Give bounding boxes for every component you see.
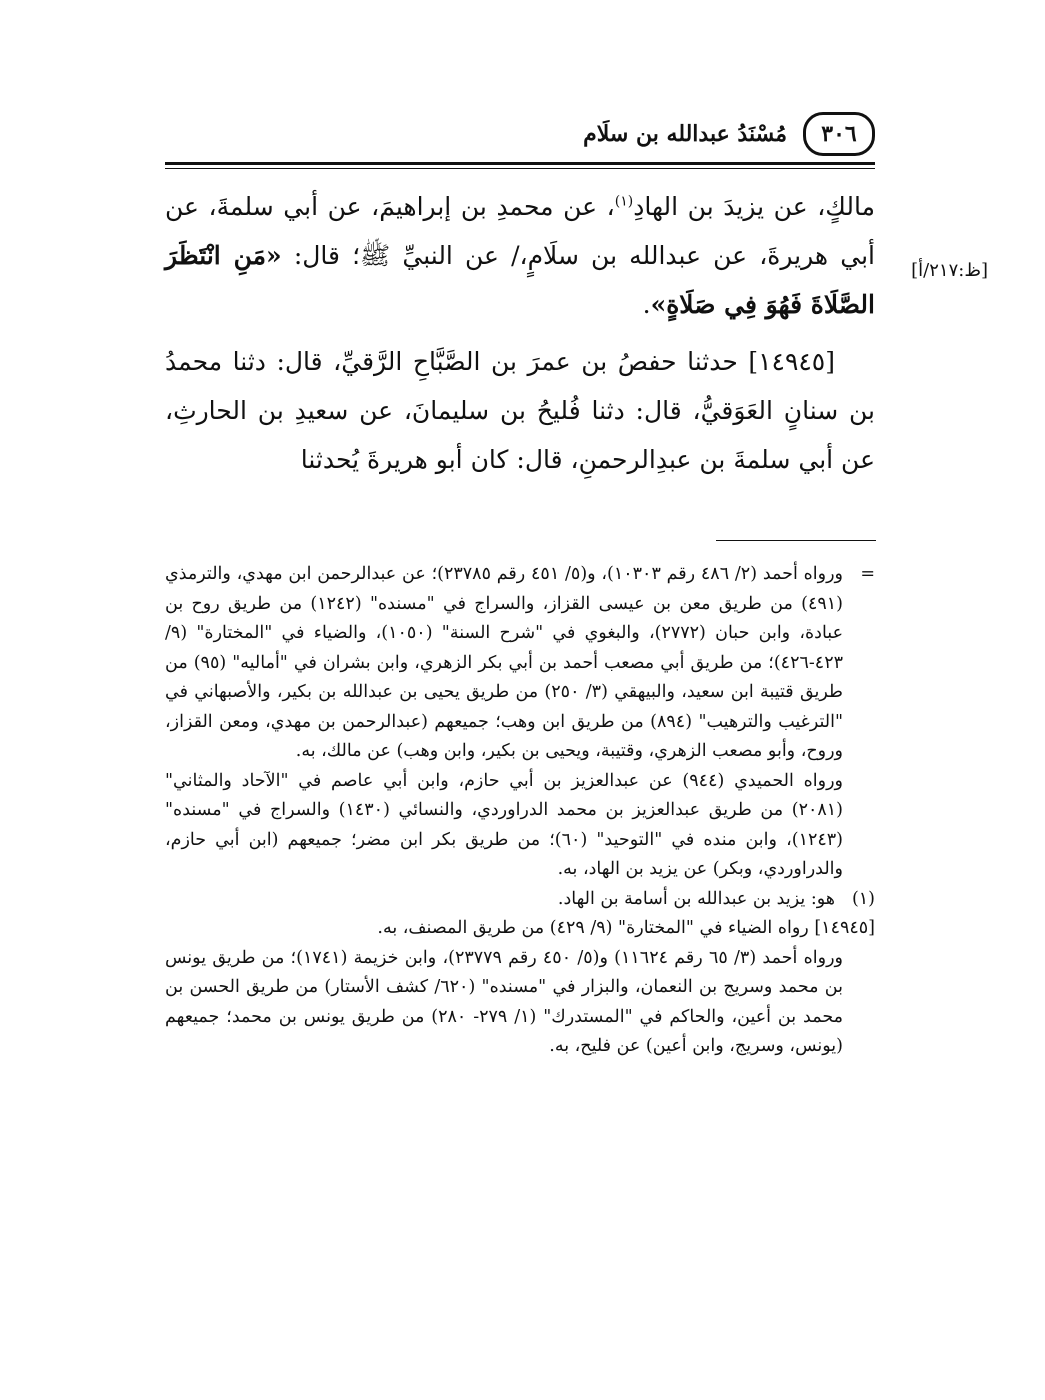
main-text <box>165 182 875 484</box>
header-rule <box>165 162 875 165</box>
footnote-2 <box>165 914 875 944</box>
para1-end: . <box>642 290 651 319</box>
page-header <box>165 110 875 158</box>
para1-text-a: مالكٍ، عن يزيدَ بن الهادِ <box>633 192 875 221</box>
footnote-continuation <box>165 560 875 767</box>
footnote-2-paragraph: ورواه أحمد (٣/ ٦٥ رقم ١١٦٢٤) و(٥/ ٤٥٠ رقم ٢٣٧٧٩)، وابن خزيمة (١٧٤١)؛ من طريق يونس بن محمد وسريج بن النعمان، والبزار في "مسنده" (٦٢٠/ كشف الأستار) من طريق الحسن بن محمد بن أعين، والحاكم في "المستدرك" (١/ ٢٧٩- ٢٨٠) من طريق يونس بن محمد؛ جميعهم (يونس، وسريج، وابن أعين) عن فليح، به. <box>165 947 844 1056</box>
paragraph-1 <box>165 182 875 329</box>
footnotes <box>165 560 875 1062</box>
continuation-text: ورواه أحمد (٢/ ٤٨٦ رقم ١٠٣٠٣)، و(٥/ ٤٥١ رقم ٢٣٧٨٥)؛ عن عبدالرحمن ابن مهدي، والترمذي (٤٩١) من طريق معن بن عيسى القزاز، والسراج في "مسنده" (١٢٤٢) من طريق روح بن عبادة، وابن حبان (٢٧٧٢)، والبغوي في "شرح السنة" (١٠٥٠)، والضياء في "المختارة" (٩/ ٤٢٣-٤٢٦)؛ من طريق أبي مصعب أحمد بن أبي بكر الزهري، وابن بشران في "أماليه" (٩٥) من طريق قتيبة ابن سعيد، والبيهقي (٣/ ٢٥٠) من طريق يحيى بن عبدالله بن بكير، والأصبهاني في "الترغيب والترهيب" (٨٩٤) من طريق ابن وهب؛ جميعهم (عبدالرحمن بن مهدي، ومعن القزاز، وروح، وأبو مصعب الزهري، وقتيبة، ويحيى بن بكير، وابن وهب) عن مالك، به. <box>165 564 844 761</box>
header-rule-thin <box>165 168 875 169</box>
footnote-1-mark: (١) <box>851 888 875 909</box>
page-number: ٣٠٦ <box>803 112 875 156</box>
continuation-marker: = <box>860 564 875 584</box>
footnote-separator <box>716 540 876 541</box>
footnote-2-mark: [١٤٩٤٥] <box>814 918 875 938</box>
running-title: مُسْنَدُ عبدالله بن سلَام <box>583 121 787 147</box>
paragraph-2: [١٤٩٤٥] حدثنا حفصُ بن عمرَ بن الصَّبَّاحِ الرَّقيِّ، قال: دثنا محمدُ بن سنانٍ العَوَقيُّ، قال: دثنا فُليحُ بن سليمانَ، عن سعيدِ بن الحارثِ، عن أبي سلمةَ بن عبدِالرحمنِ، قال: كان أبو هريرةَ يُحدثنا <box>165 347 875 474</box>
footnote-1 <box>165 885 875 915</box>
footnote-2-text: رواه الضياء في "المختارة" (٩/ ٤٢٩) من طريق المصنف، به. <box>377 918 809 938</box>
footnote-1-text: هو: يزيد بن عبدالله بن أسامة بن الهاد. <box>557 888 835 909</box>
para1-text-b: ، عن محمدِ بن إبراهيمَ، عن أبي سلمةَ، عن أبي هريرةَ، عن عبدالله بن سلَامٍ،/ عن النبيِّ ﷺ؛ قال: <box>165 192 875 270</box>
margin-note: [ظ:٢١٧/أ] <box>911 260 988 281</box>
footnote-ref: (١) <box>614 193 634 210</box>
footnote-paragraph: ورواه الحميدي (٩٤٤) عن عبدالعزيز بن أبي حازم، وابن أبي عاصم في "الآحاد والمثاني" (٢٠٨١) من طريق عبدالعزيز بن محمد الدراوردي، والنسائي (١٤٣٠) والسراج في "مسنده" (١٢٤٣)، وابن منده في "التوحيد" (٦٠)؛ من طريق بكر ابن مضر؛ جميعهم (ابن أبي حازم، والدراوردي، وبكر) عن يزيد بن الهاد، به. <box>165 770 844 879</box>
hadith-text: «مَنِ انْتَظَرَ الصَّلَاةَ فَهُوَ فِي صَلَاةٍ» <box>165 241 875 319</box>
